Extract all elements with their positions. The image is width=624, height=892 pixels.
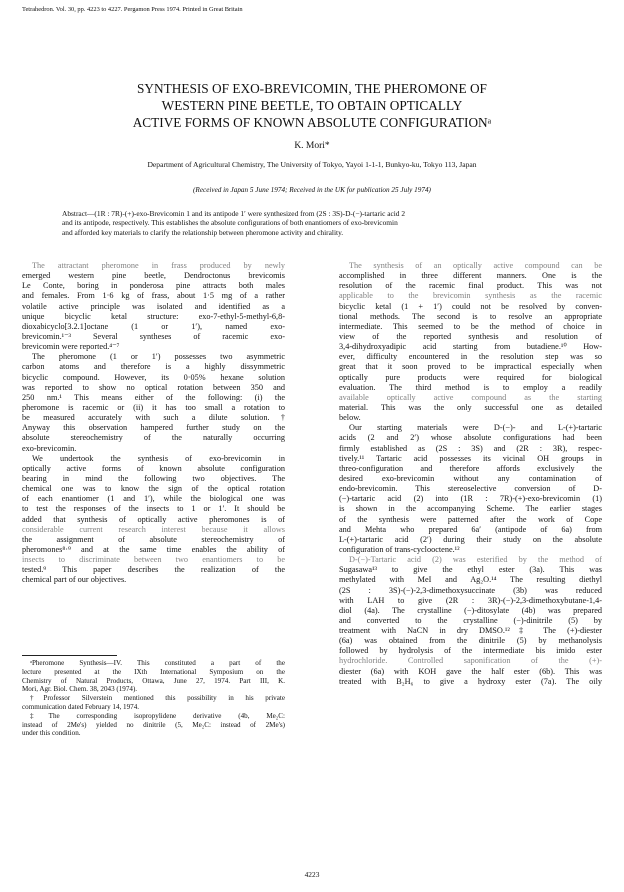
text-line: with LAH to give (2R : 3R)-(−)-2,3-dimethoxybutane-1,4- — [339, 595, 602, 605]
text-line: brevicomin were reported.⁴⁻⁷ — [22, 342, 120, 352]
text-line: of the synthesis were patterned after the work of Cope — [339, 514, 602, 524]
text-line: The synthesis of an optically active compound can be — [349, 261, 602, 270]
text-line: acids (2 and 2′) whose absolute configurations had been — [339, 433, 602, 443]
text-line: pheromone is racemic or (ii) it has too small a rotation to — [22, 402, 285, 412]
text-line: diester (6a) with KOH gave the half ester (6b). This was — [339, 666, 602, 676]
text-line: bicyclic compound. However, its 0·05% hexane solution — [22, 372, 285, 382]
text-line: diol (4a). The crystalline (−)-ditosylate (4b) was prepared — [339, 605, 602, 615]
received-dates: (Received in Japan 5 June 1974; Received in the UK for publication 25 July 1974) — [193, 186, 431, 194]
text-line: Le Conte, boring in ponderosa pine attracts both males — [22, 281, 285, 291]
text-line: endo-brevicomin. This stereoselective conversion of D- — [339, 484, 602, 494]
footnote-line: under this condition. — [22, 729, 81, 738]
text-line: The pheromone (1 or 1′) possesses two asymmetric — [32, 352, 285, 362]
body-column-right — [339, 261, 602, 687]
text-line: optically active forms of known absolute configuration — [22, 463, 285, 473]
title-line: WESTERN PINE BEETLE, TO OBTAIN OPTICALLY — [161, 98, 463, 113]
running-head: Tetrahedron. Vol. 30, pp. 4223 to 4227. Pergamon Press 1974. Printed in Great Britain — [22, 6, 243, 13]
text-line: and Mehta who prepared 6a′ (antipode of 6a) from — [339, 524, 602, 534]
text-line: material. This was the only successful one as detailed — [339, 402, 602, 412]
text-line: 3,4-dihydroxyadipic acid starting from butadiene.¹⁰ How- — [339, 342, 602, 352]
footnote-line: ᵃPheromone Synthesis—IV. This constituted a part of the — [30, 659, 285, 667]
text-line: considerable current research interest because it allows — [22, 524, 285, 534]
text-line: evaluation. The third method is to employ a readily — [339, 382, 602, 392]
text-line: tional methods. The second is to resolve an appropriate — [339, 311, 602, 321]
text-line: We undertook the synthesis of exo-brevicomin in — [32, 453, 285, 463]
text-line: available optically active compound as the starting — [339, 392, 602, 402]
text-line: was reported to show no optical rotation between 350 and — [22, 382, 285, 392]
text-line: firmly established as (2S : 3S) and (2R : 3R), respec- — [339, 443, 602, 453]
abstract — [62, 209, 562, 237]
text-line: 250 nm.¹ This means either of the following: (i) the — [22, 392, 285, 402]
text-line: threo-configuration and therefore affords exclusively the — [339, 463, 602, 473]
abstract-line: Abstract—(1R : 7R)-(+)-exo-Brevicomin 1 and its antipode 1′ were synthesized from (2S : 3S)-D-(−)-tartaric acid 2 — [62, 209, 406, 218]
text-line: Our starting materials were D-(−)- and L-(+)-tartaric — [349, 423, 602, 433]
text-line: is shown in the accompanying Scheme. The earlier stages — [339, 504, 602, 514]
page-number: 4223 — [304, 870, 320, 879]
text-line: insects to discriminate between two enantiomers to be — [22, 555, 285, 565]
text-line: tested.⁹ This paper describes the realization of the — [22, 565, 285, 575]
footnote-line: communication dated February 14, 1974. — [22, 702, 140, 711]
text-line: configuration of trans-cyclooctene.¹² — [339, 544, 460, 554]
text-line: accomplished in three different manners. One is the — [339, 271, 602, 281]
text-line: pheromones⁸·⁹ and at the same time enables the ability of — [22, 544, 285, 554]
footnote-line: †Professor Silverstein mentioned this possibility in his private — [30, 694, 285, 703]
text-line: applicable to the brevicomin synthesis as the racemic — [339, 291, 602, 301]
text-line: The attractant pheromone in frass produced by newly — [32, 261, 285, 270]
text-line: ever, difficulty encountered in the resolution step was so — [339, 352, 602, 362]
text-line: intermediate. This seemed to be the method of choice in — [339, 321, 602, 331]
text-line: optically pure products were required for biological — [339, 372, 602, 382]
text-line: and converted to the crystalline (−)-dinitrile (5) by — [339, 615, 602, 625]
text-line: absolute stereochemistry of the naturally occurring — [22, 433, 285, 443]
footnote-line: Mori, Agr. Biol. Chem. 38, 2043 (1974). — [22, 685, 138, 694]
text-line: bearing in mind the following two objectives. The — [22, 473, 285, 483]
text-line: L-(+)-tartaric acid (2′) during their study on the absolute — [339, 534, 602, 544]
text-line: volatile active principle was isolated and identified as a — [22, 301, 285, 311]
text-line: chemical part of our objectives. — [22, 575, 127, 585]
text-line: treatment with NaCN in dry DMSO.¹²‡ The (+)-diester — [339, 626, 602, 636]
author: K. Mori* — [294, 141, 330, 151]
text-line: followed by hydrolysis of the intermediate bis imido ester — [339, 646, 602, 656]
text-line: be measured accurately with such a dilute solution.† — [22, 413, 285, 423]
text-line: desired exo-brevicomin without any contamination of — [339, 473, 602, 483]
text-line: bicyclic ketal (1 + 1′) could not be resolved by conven- — [339, 301, 602, 311]
text-line: carbon atoms and therefore is a highly dissymmetric — [22, 362, 285, 372]
title-line: ACTIVE FORMS OF KNOWN ABSOLUTE CONFIGURATIONᵃ — [132, 115, 492, 130]
text-line: (2S : 3S)-(−)-2,3-dimethoxysuccinate (3b) was reduced — [339, 585, 602, 595]
text-line: Sugasawa¹³ to give the ethyl ester (3a). This was — [339, 565, 602, 575]
body-column-left — [22, 261, 285, 586]
text-line: resolution of the racemic final product. This was not — [339, 281, 602, 291]
text-line: tively.¹¹ Tartaric acid possesses its vicinal OH groups in — [339, 453, 602, 463]
title-line: SYNTHESIS OF EXO-BREVICOMIN, THE PHEROMONE OF — [137, 81, 487, 96]
footnote-line: lecture presented at the IXth International Symposium on the — [22, 667, 285, 676]
text-line: dioxabicyclo[3.2.1]octane (1 or 1′), named exo- — [22, 321, 285, 331]
text-line: D-(−)-Tartaric acid (2) was esterified by the method of — [349, 555, 602, 565]
footnote-rule — [22, 655, 117, 656]
text-line: hydrochloride. Controlled saponification of the (+)- — [339, 656, 602, 666]
text-line: and females. From 1·6 kg of frass, about 1·5 mg of a rather — [22, 291, 285, 301]
footnote-line: instead of 2Me's) yielded no dinitrile (5, Me₂C: instead of 2Me's) — [22, 720, 285, 729]
text-line: to test the responses of the insects to 1 or 1′. It should be — [22, 504, 285, 514]
text-line: emerged western pine beetle, Dendroctonus brevicomis — [22, 271, 285, 281]
text-line: methylated with MeI and Ag₂O.¹⁴ The resulting diethyl — [339, 575, 602, 585]
text-line: the assignment of absolute stereochemistry of — [22, 534, 285, 544]
text-line: unique bicyclic ketal structure: exo-7-ethyl-5-methyl-6,8- — [22, 311, 285, 321]
article-title — [40, 80, 584, 131]
text-line: great that it soon proved to be impractical especially when — [339, 362, 602, 372]
text-line: added that synthesis of optically active pheromones is of — [22, 514, 285, 524]
footnote-line: ‡The corresponding isopropylidene derivative (4b, Me₂C: — [30, 711, 285, 720]
text-line: of each enantiomer (1 and 1′), while the biological one was — [22, 494, 285, 504]
abstract-line: and afforded key materials to clarify the relationship between pheromone activity and chirality. — [62, 227, 344, 237]
text-line: below. — [339, 413, 361, 423]
text-line: view of the reported synthesis and resolution of — [339, 331, 602, 341]
text-line: (6a) was obtained from the dinitrile (5) by methanolysis — [339, 636, 602, 646]
text-line: treated with B₂H₆ to give a hydroxy ester (7a). The oily — [339, 676, 602, 686]
text-line: brevicomin.¹⁻³ Several syntheses of racemic exo- — [22, 331, 285, 341]
footnote-line: Chemistry of Natural Products, Ottawa, June 27, 1974. Part III, K. — [22, 676, 285, 685]
text-line: exo-brevicomin. — [22, 443, 77, 453]
text-line: (−)-tartaric acid (2) into (1R : 7R)-(+)-exo-brevicomin (1) — [339, 494, 602, 504]
footnotes — [22, 659, 285, 738]
affiliation: Department of Agricultural Chemistry, The University of Tokyo, Yayoi 1-1-1, Bunkyo-ku, Tokyo 113, Japan — [147, 160, 477, 169]
abstract-line: and its antipode, respectively. This establishes the absolute configurations of both enantiomers of exo-brevicomin — [62, 218, 398, 228]
text-line: chemical one was to know the sign of the optical rotation — [22, 484, 285, 494]
text-line: Anyway this observation hampered further study on the — [22, 423, 285, 433]
